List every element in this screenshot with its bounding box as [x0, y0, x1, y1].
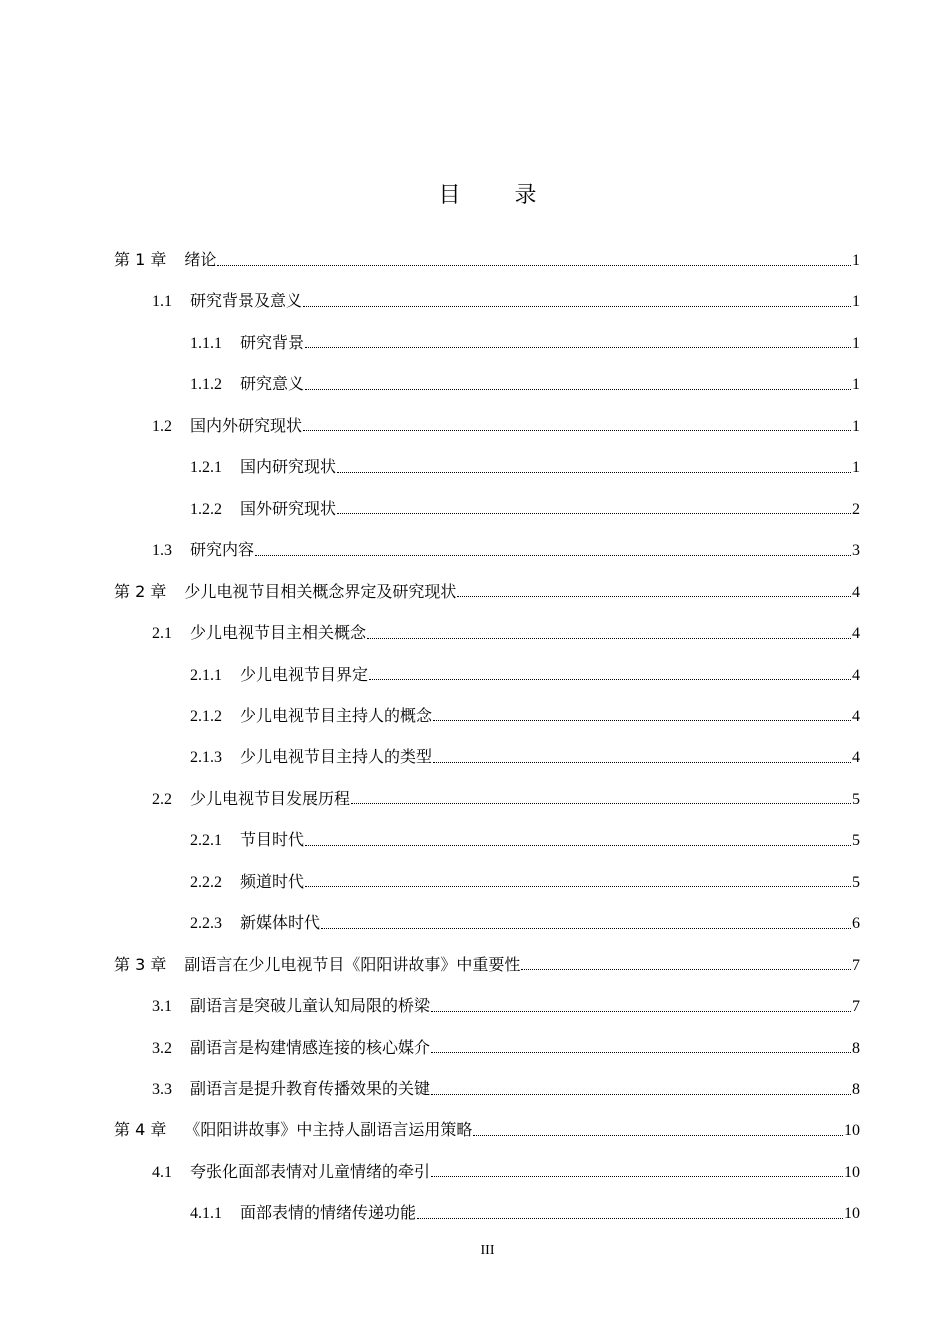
toc-entry-page: 1 — [852, 293, 860, 311]
toc-entry-page: 1 — [852, 252, 860, 269]
toc-entry-title: 研究意义 — [240, 374, 305, 394]
toc-entry[interactable] — [190, 498, 860, 520]
toc-entry[interactable] — [190, 705, 860, 727]
toc-entry-number: 1.1.2 — [190, 376, 222, 394]
toc-entry-page: 1 — [852, 417, 860, 435]
toc-entry-number: 第 4 章 — [114, 1120, 167, 1140]
toc-entry-number: 2.2.3 — [190, 915, 222, 933]
toc-entry-number: 3.1 — [152, 998, 172, 1016]
toc-dot-leader — [369, 667, 851, 680]
toc-dot-leader — [305, 874, 851, 887]
toc-entry-page: 8 — [852, 1039, 860, 1057]
toc-entry-title: 国内研究现状 — [240, 457, 337, 477]
toc-entry[interactable] — [190, 332, 860, 354]
toc-entry-page: 4 — [852, 707, 860, 725]
toc-entry-title: 面部表情的情绪传递功能 — [240, 1203, 417, 1223]
toc-entry-page: 4 — [852, 583, 860, 601]
toc-entry-title: 绪论 — [184, 250, 217, 269]
toc-entry[interactable] — [190, 871, 860, 893]
toc-entry-title: 研究内容 — [190, 540, 255, 560]
toc-entry[interactable] — [152, 1037, 860, 1059]
toc-entry-number: 第 1 章 — [114, 250, 167, 269]
toc-entry[interactable] — [114, 581, 860, 603]
toc-entry-page: 4 — [852, 625, 860, 643]
toc-entry-page: 7 — [852, 998, 860, 1016]
toc-dot-leader — [351, 791, 851, 804]
toc-dot-leader — [217, 253, 851, 266]
toc-entry-page: 3 — [852, 542, 860, 560]
toc-entry[interactable] — [152, 1078, 860, 1100]
toc-entry-number: 1.2.2 — [190, 500, 222, 518]
toc-entry-page: 6 — [852, 915, 860, 933]
toc-entry-number: 1.3 — [152, 542, 172, 560]
toc-dot-leader — [431, 1082, 851, 1095]
toc-entry[interactable] — [190, 373, 860, 395]
toc-entry[interactable] — [190, 829, 860, 851]
toc-entry-number: 1.2 — [152, 417, 172, 435]
toc-entry[interactable] — [152, 1161, 860, 1183]
toc-dot-leader — [337, 501, 851, 514]
toc-entry[interactable] — [152, 290, 860, 312]
toc-dot-leader — [255, 543, 851, 556]
toc-dot-leader — [321, 916, 851, 929]
toc-entry-title: 少儿电视节目主持人的类型 — [240, 747, 433, 767]
toc-entry-title: 研究背景及意义 — [190, 291, 303, 311]
toc-entry-number: 1.2.1 — [190, 459, 222, 477]
toc-entry-page: 10 — [844, 1122, 860, 1140]
toc-entry-number: 2.1.2 — [190, 707, 222, 725]
toc-entry-title: 新媒体时代 — [240, 913, 321, 933]
toc-entry-title: 频道时代 — [240, 871, 305, 891]
page-title — [0, 178, 950, 209]
toc-entry-page: 1 — [852, 376, 860, 394]
toc-entry[interactable] — [190, 456, 860, 478]
toc-entry[interactable] — [152, 788, 860, 810]
toc-entry[interactable] — [114, 249, 860, 271]
toc-entry-number: 4.1.1 — [190, 1205, 222, 1223]
toc-entry-title: 国内外研究现状 — [190, 415, 303, 435]
toc-entry[interactable] — [152, 622, 860, 644]
toc-entry-title: 少儿电视节目界定 — [240, 664, 369, 684]
toc-entry[interactable] — [190, 1202, 860, 1224]
toc-entry-number: 3.3 — [152, 1081, 172, 1098]
toc-entry-page: 5 — [852, 873, 860, 891]
toc-dot-leader — [367, 626, 851, 639]
toc-entry-page: 5 — [852, 832, 860, 850]
toc-entry-title: 少儿电视节目相关概念界定及研究现状 — [184, 581, 457, 601]
title-char-2: 录 — [514, 183, 537, 208]
toc-entry-number: 3.2 — [152, 1039, 172, 1057]
toc-dot-leader — [433, 750, 851, 763]
toc-entry[interactable] — [152, 995, 860, 1017]
toc-entry-title: 副语言是突破儿童认知局限的桥梁 — [190, 996, 431, 1016]
toc-dot-leader — [305, 377, 851, 390]
toc-entry-page: 5 — [852, 790, 860, 808]
toc-entry-number: 4.1 — [152, 1163, 172, 1181]
toc-entry[interactable] — [152, 415, 860, 437]
toc-entry-number: 2.2.2 — [190, 873, 222, 891]
toc-dot-leader — [303, 294, 851, 307]
toc-dot-leader — [431, 1040, 851, 1053]
toc-entry-title: 节目时代 — [240, 830, 305, 850]
toc-entry[interactable] — [190, 746, 860, 768]
toc-dot-leader — [417, 1206, 843, 1219]
toc-entry-title: 少儿电视节目主持人的概念 — [240, 705, 433, 725]
toc-dot-leader — [433, 708, 851, 721]
toc-entry-number: 第 3 章 — [114, 954, 167, 974]
toc-entry[interactable] — [190, 664, 860, 686]
toc-entry-title: 副语言是提升教育传播效果的关键 — [190, 1079, 431, 1098]
toc-dot-leader — [337, 460, 851, 473]
toc-entry-title: 国外研究现状 — [240, 498, 337, 518]
toc-entry-page: 4 — [852, 666, 860, 684]
toc-entry-title: 副语言是构建情感连接的核心媒介 — [190, 1037, 431, 1057]
toc-dot-leader — [305, 335, 851, 348]
toc-dot-leader — [431, 999, 851, 1012]
page-number-footer: III — [480, 1243, 495, 1258]
toc-entry-page: 2 — [852, 500, 860, 518]
toc-entry-page: 1 — [852, 334, 860, 352]
toc-entry-number: 2.2.1 — [190, 832, 222, 850]
toc-entry-number: 2.2 — [152, 790, 172, 808]
toc-entry-title: 夸张化面部表情对儿童情绪的牵引 — [190, 1161, 431, 1181]
toc-entry[interactable] — [114, 954, 860, 976]
toc-entry-number: 2.1 — [152, 625, 172, 643]
toc-entry-page: 10 — [844, 1205, 860, 1223]
toc-entry-number: 2.1.1 — [190, 666, 222, 684]
toc-entry-number: 第 2 章 — [114, 581, 167, 601]
toc-dot-leader — [473, 1123, 843, 1136]
toc-dot-leader — [457, 584, 851, 597]
toc-entry-page: 1 — [852, 459, 860, 477]
toc-entry-page: 7 — [852, 956, 860, 974]
toc-entry-title: 少儿电视节目主相关概念 — [190, 623, 367, 643]
toc-entry-page: 10 — [844, 1163, 860, 1181]
toc-entry[interactable] — [114, 1119, 860, 1141]
toc-entry-number: 1.1.1 — [190, 334, 222, 352]
toc-dot-leader — [521, 957, 851, 970]
toc-entry-page: 4 — [852, 749, 860, 767]
toc-dot-leader — [303, 418, 851, 431]
toc-entry-number: 1.1 — [152, 293, 172, 311]
toc-entry-title: 研究背景 — [240, 332, 305, 352]
toc-dot-leader — [431, 1164, 843, 1177]
toc-entry-title: 少儿电视节目发展历程 — [190, 788, 351, 808]
toc-entry[interactable] — [152, 539, 860, 561]
toc-entry-number: 2.1.3 — [190, 749, 222, 767]
toc-entry-title: 副语言在少儿电视节目《阳阳讲故事》中重要性 — [184, 954, 521, 974]
title-char-1: 目 — [438, 183, 461, 208]
toc-dot-leader — [305, 833, 851, 846]
toc-entry[interactable] — [190, 912, 860, 934]
toc-entry-title: 《阳阳讲故事》中主持人副语言运用策略 — [184, 1120, 473, 1140]
toc-entry-page: 8 — [852, 1081, 860, 1098]
